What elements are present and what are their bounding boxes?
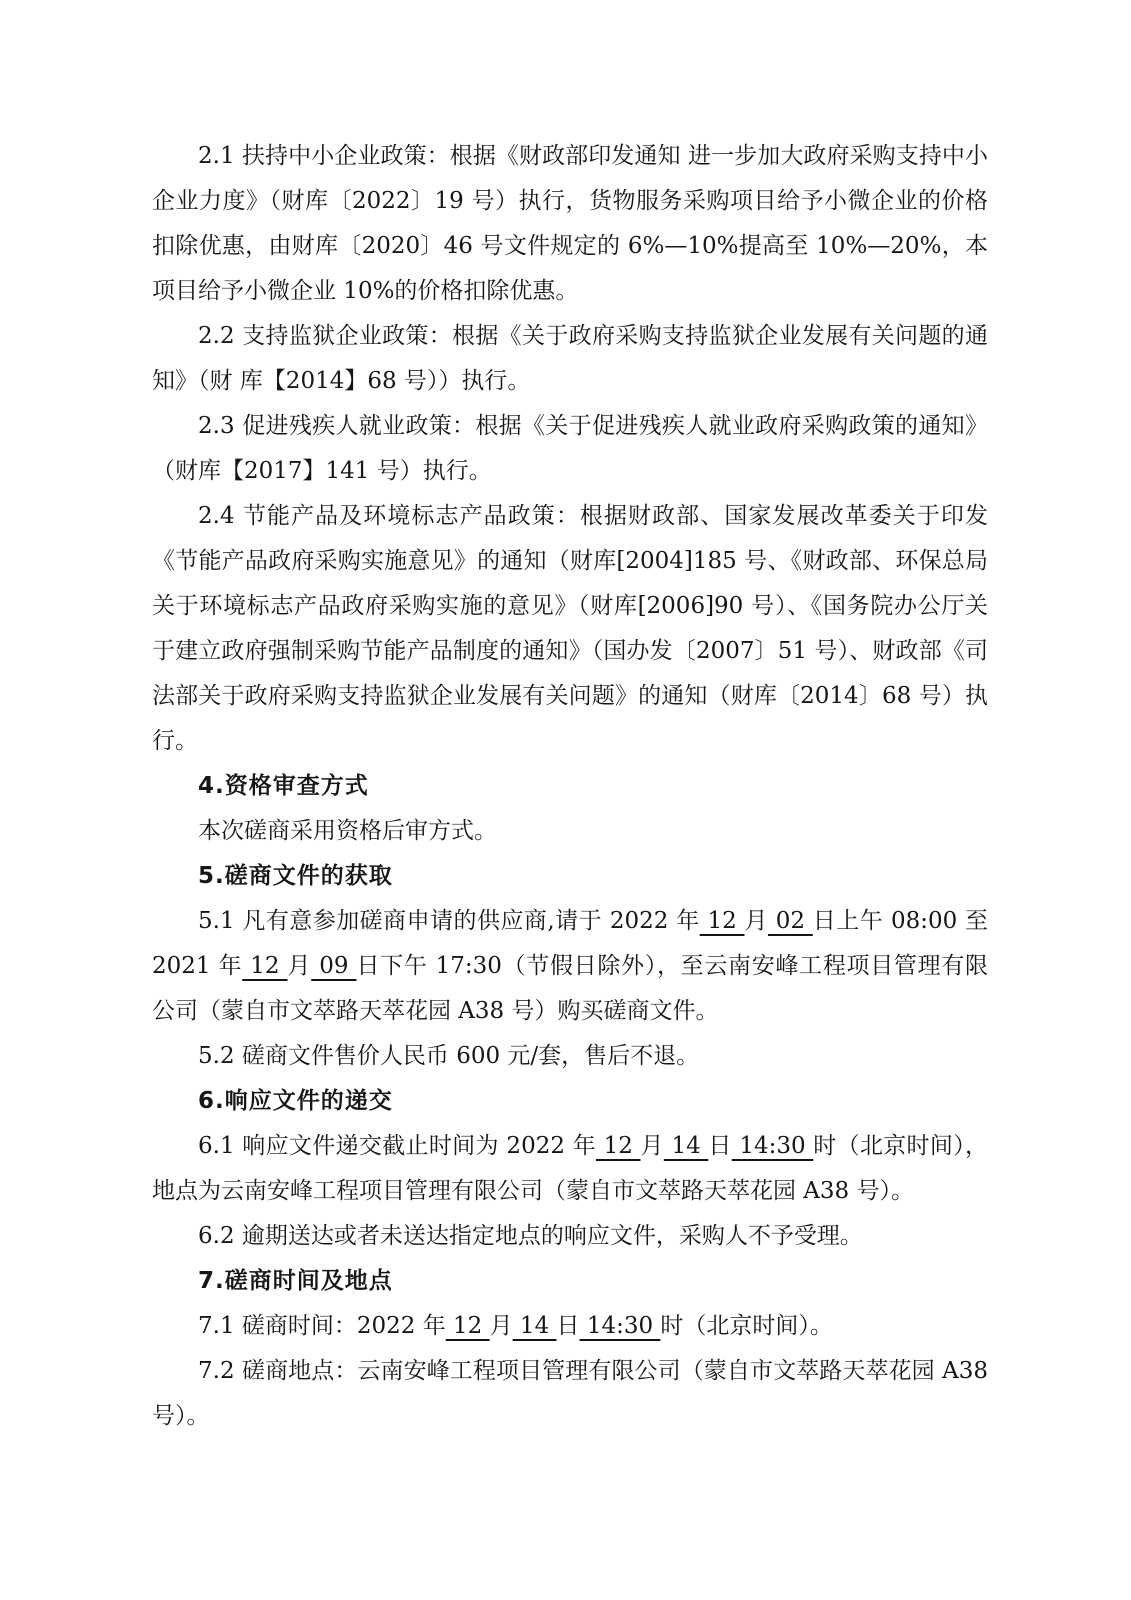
- underlined-fill-in: 14:30: [579, 1313, 661, 1339]
- text-run: 月: [744, 908, 768, 934]
- text-run: 2.3 促进残疾人就业政策：根据《关于促进残疾人就业政府采购政策的通知》（财库【2017】141 号）执行。: [152, 413, 988, 484]
- heading-5: [152, 854, 988, 899]
- text-run: 日下午 17:30（节假日除外），至云南安峰工程项目管理有限公司（蒙自市文萃路天萃花园 A38 号）购买磋商文件。: [152, 953, 989, 1024]
- para-6-2: [152, 1214, 988, 1259]
- underlined-fill-in: 12: [445, 1313, 490, 1339]
- text-run: 6.1 响应文件递交截止时间为 2022 年: [198, 1133, 596, 1159]
- underlined-fill-in: 12: [242, 953, 288, 979]
- text-run: 月: [640, 1133, 664, 1159]
- text-run: 4.资格审查方式: [198, 773, 369, 799]
- heading-7: [152, 1259, 988, 1304]
- text-run: 5.1 凡有意参加磋商申请的供应商,请于 2022 年: [198, 908, 700, 934]
- text-run: 7.1 磋商时间：2022 年: [198, 1313, 446, 1339]
- text-run: 6.2 逾期送达或者未送达指定地点的响应文件，采购人不予受理。: [198, 1223, 863, 1249]
- text-run: 月: [489, 1313, 513, 1339]
- para-5-1: [152, 899, 988, 1034]
- para-2-1: [152, 134, 988, 314]
- underlined-fill-in: 14: [512, 1313, 557, 1339]
- text-run: 月: [287, 953, 312, 979]
- text-run: 日: [556, 1313, 580, 1339]
- heading-4: [152, 764, 988, 809]
- text-run: 6.响应文件的递交: [198, 1088, 393, 1114]
- underlined-fill-in: 02: [767, 908, 813, 934]
- underlined-fill-in: 12: [699, 908, 745, 934]
- para-7-2: [152, 1349, 988, 1439]
- text-run: 2.4 节能产品及环境标志产品政策：根据财政部、国家发展改革委关于印发《节能产品政府采购实施意见》的通知（财库[2004]185 号、《财政部、环保总局关于环境标志产品政府采购实施的意见》（财库[2006]90 号）、《国务院办公厅关于建立政府强制采购节能产品制度的通知》（国办发〔2007〕51 号）、财政部《司法部关于政府采购支持监狱企业发展有关问题》的通知（财库〔2014〕68 号）执行。: [152, 503, 988, 754]
- para-4-1: [152, 809, 988, 854]
- heading-6: [152, 1079, 988, 1124]
- text-run: 时（北京时间），地点为云南安峰工程项目管理有限公司（蒙自市文萃路天萃花园 A38 号）。: [152, 1133, 989, 1204]
- para-6-1: [152, 1124, 988, 1214]
- para-2-2: [152, 314, 988, 404]
- text-run: 2.1 扶持中小企业政策：根据《财政部印发通知 进一步加大政府采购支持中小企业力度》（财库〔2022〕19 号）执行，货物服务采购项目给予小微企业的价格扣除优惠，由财库〔2020〕46 号文件规定的 6%—10%提高至 10%—20%，本项目给予小微企业 10%的价格扣除优惠。: [152, 143, 988, 304]
- para-2-4: [152, 494, 988, 764]
- underlined-fill-in: 14: [663, 1133, 709, 1159]
- document-body: [152, 134, 988, 1439]
- underlined-fill-in: 14:30: [731, 1133, 814, 1159]
- text-run: 日上午 08:00 至 2021 年: [152, 908, 989, 979]
- text-run: 时（北京时间）。: [660, 1313, 833, 1339]
- underlined-fill-in: 12: [595, 1133, 641, 1159]
- text-run: 本次磋商采用资格后审方式。: [198, 818, 497, 844]
- text-run: 2.2 支持监狱企业政策：根据《关于政府采购支持监狱企业发展有关问题的通知》（财 库【2014】68 号））执行。: [152, 323, 988, 394]
- text-run: 5.磋商文件的获取: [198, 863, 393, 889]
- para-7-1: [152, 1304, 988, 1349]
- para-5-2: [152, 1034, 988, 1079]
- underlined-fill-in: 09: [311, 953, 357, 979]
- text-run: 7.2 磋商地点：云南安峰工程项目管理有限公司（蒙自市文萃路天萃花园 A38 号）。: [152, 1358, 988, 1429]
- text-run: 5.2 磋商文件售价人民币 600 元/套，售后不退。: [198, 1043, 700, 1069]
- para-2-3: [152, 404, 988, 494]
- text-run: 日: [708, 1133, 732, 1159]
- text-run: 7.磋商时间及地点: [198, 1268, 393, 1294]
